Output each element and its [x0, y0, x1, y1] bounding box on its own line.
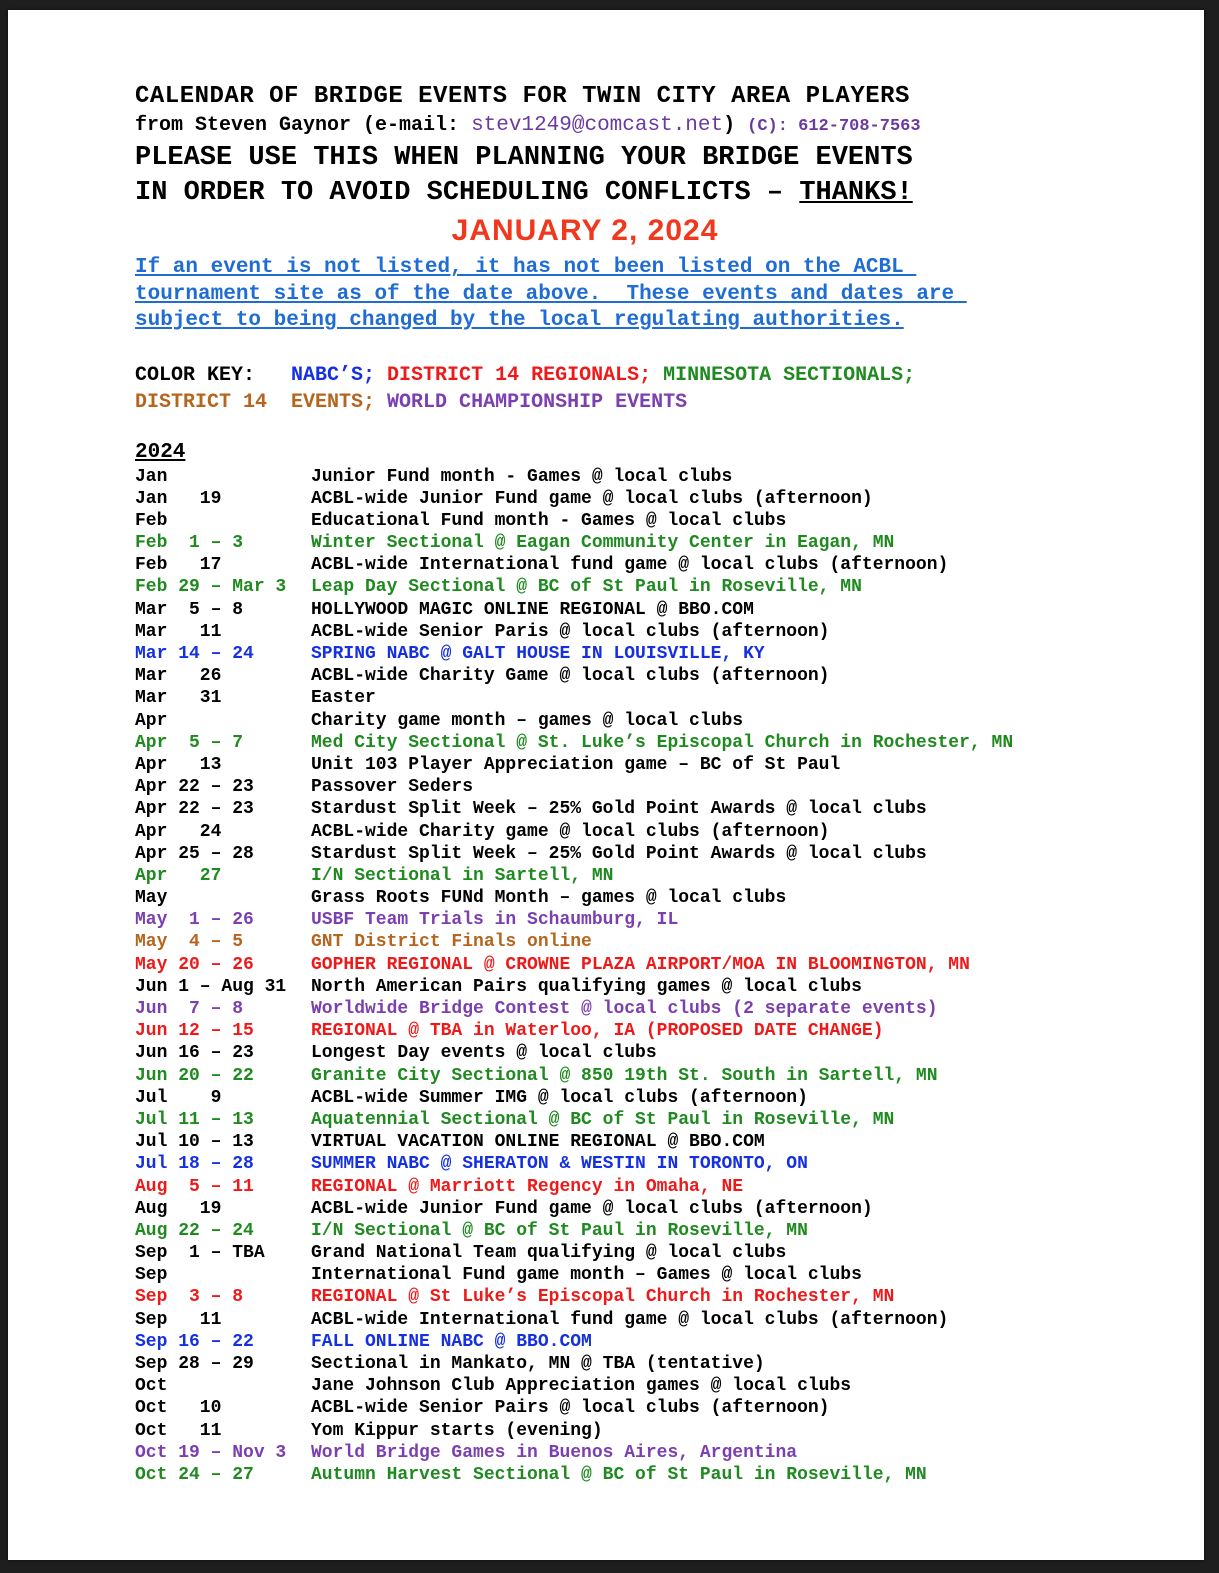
event-description: ACBL-wide Charity Game @ local clubs (afternoon): [311, 666, 830, 687]
event-description: Unit 103 Player Appreciation game – BC of St Paul: [311, 754, 841, 775]
color-key-regionals: DISTRICT 14 REGIONALS;: [375, 363, 652, 387]
event-description: Worldwide Bridge Contest @ local clubs (2 separate events): [311, 999, 938, 1019]
event-description: Sectional in Mankato, MN @ TBA (tentative): [311, 1354, 765, 1374]
event-row: [135, 776, 1125, 798]
event-date: Sep: [135, 1265, 168, 1286]
event-description: SUMMER NABC @ SHERATON & WESTIN IN TORONTO, ON: [311, 1154, 808, 1175]
color-key-sectionals: MINNESOTA SECTIONALS;: [651, 363, 916, 387]
event-description: REGIONAL @ Marriott Regency in Omaha, NE: [311, 1176, 744, 1197]
event-row: [135, 1020, 1125, 1042]
event-description: REGIONAL @ TBA in Waterloo, IA (PROPOSED DATE CHANGE): [311, 1021, 884, 1042]
event-date: Jul 18 – 28: [135, 1154, 254, 1175]
event-row: [135, 1264, 1125, 1286]
event-date: Apr 5 – 7: [135, 732, 244, 753]
event-description: ACBL-wide International fund game @ local clubs (afternoon): [311, 555, 949, 576]
event-date: Feb 17: [135, 555, 222, 576]
event-row: [135, 576, 1125, 598]
event-date: Mar 31: [135, 688, 222, 709]
color-key: [135, 362, 1125, 389]
event-date: Sep 28 – 29: [135, 1354, 254, 1374]
event-date: Jun 7 – 8: [135, 999, 244, 1019]
event-row: [135, 909, 1125, 931]
event-row: [135, 1397, 1125, 1419]
event-row: [135, 798, 1125, 820]
event-date: Aug 19: [135, 1198, 222, 1219]
event-row: [135, 843, 1125, 865]
event-description: Stardust Split Week – 25% Gold Point Awards @ local clubs: [311, 799, 927, 820]
event-description: Jane Johnson Club Appreciation games @ local clubs: [311, 1376, 852, 1397]
event-date: May 20 – 26: [135, 954, 254, 975]
event-row: [135, 665, 1125, 687]
event-row: [135, 754, 1125, 776]
event-date: Oct 11: [135, 1420, 222, 1441]
event-description: ACBL-wide Senior Paris @ local clubs (afternoon): [311, 621, 830, 642]
event-date: May 4 – 5: [135, 932, 244, 953]
event-date: Mar 14 – 24: [135, 644, 254, 664]
event-row: [135, 1375, 1125, 1397]
event-description: Passover Seders: [311, 777, 474, 798]
event-date: May 1 – 26: [135, 910, 254, 931]
event-row: [135, 1331, 1125, 1353]
event-description: ACBL-wide Junior Fund game @ local clubs (afternoon): [311, 1198, 873, 1219]
plea-line-2-text: IN ORDER TO AVOID SCHEDULING CONFLICTS –: [135, 178, 800, 208]
event-description: Med City Sectional @ St. Luke’s Episcopal Church in Rochester, MN: [311, 732, 1014, 753]
event-description: REGIONAL @ St Luke’s Episcopal Church in Rochester, MN: [311, 1287, 895, 1308]
event-date: May: [135, 888, 168, 909]
event-date: Apr 25 – 28: [135, 843, 254, 864]
document-date: JANUARY 2, 2024: [451, 214, 719, 247]
event-description: Educational Fund month - Games @ local clubs: [311, 510, 787, 531]
event-description: ACBL-wide Charity game @ local clubs (afternoon): [311, 821, 830, 842]
event-date: Jul 10 – 13: [135, 1132, 254, 1153]
event-date: Oct 10: [135, 1398, 222, 1419]
event-row: [135, 1442, 1125, 1464]
author-email-link[interactable]: stev1249@comcast.net: [471, 114, 724, 137]
color-key-district-a: DISTRICT 14: [135, 390, 292, 414]
event-description: Longest Day events @ local clubs: [311, 1043, 657, 1064]
event-date: Jul 11 – 13: [135, 1109, 254, 1130]
event-row: [135, 532, 1125, 554]
notice-line-2: tournament site as of the date above. These events and dates are: [135, 282, 967, 306]
color-key-district-b: EVENTS;: [291, 390, 376, 414]
event-row: [135, 1176, 1125, 1198]
event-date: Sep 3 – 8: [135, 1287, 244, 1308]
color-key-line-2: [135, 389, 1125, 416]
event-row: [135, 1286, 1125, 1308]
year-heading: 2024: [135, 440, 186, 464]
event-row: [135, 710, 1125, 732]
color-key-world: WORLD CHAMPIONSHIP EVENTS: [375, 390, 688, 414]
event-date: Jun 1 – Aug 31: [135, 976, 287, 997]
event-row: [135, 1242, 1125, 1264]
event-date: Jun 16 – 23: [135, 1043, 254, 1064]
author-line: [135, 111, 1125, 141]
event-date: Jan 19: [135, 488, 222, 509]
event-description: ACBL-wide Senior Pairs @ local clubs (afternoon): [311, 1398, 830, 1419]
event-description: FALL ONLINE NABC @ BBO.COM: [311, 1331, 592, 1352]
author-close-paren: ): [723, 114, 736, 137]
author-phone: (C): 612-708-7563: [747, 117, 921, 136]
event-row: [135, 1065, 1125, 1087]
event-row: [135, 643, 1125, 665]
event-row: [135, 621, 1125, 643]
event-description: Charity game month – games @ local clubs: [311, 710, 744, 731]
event-date: Feb: [135, 510, 168, 531]
event-description: ACBL-wide International fund game @ local clubs (afternoon): [311, 1309, 949, 1330]
event-description: Leap Day Sectional @ BC of St Paul in Roseville, MN: [311, 577, 862, 598]
event-description: Stardust Split Week – 25% Gold Point Awards @ local clubs: [311, 843, 927, 864]
event-description: Granite City Sectional @ 850 19th St. South in Sartell, MN: [311, 1065, 938, 1086]
event-row: [135, 887, 1125, 909]
event-date: Jun 12 – 15: [135, 1021, 254, 1042]
event-description: Yom Kippur starts (evening): [311, 1420, 603, 1441]
event-row: [135, 1464, 1125, 1486]
notice-line-1: If an event is not listed, it has not been listed on the ACBL: [135, 256, 917, 279]
event-description: USBF Team Trials in Schaumburg, IL: [311, 910, 679, 931]
event-description: Easter: [311, 688, 376, 709]
document-content: [135, 82, 1125, 1486]
event-date: Feb 29 – Mar 3: [135, 577, 287, 598]
event-date: Apr 22 – 23: [135, 777, 254, 798]
event-row: [135, 510, 1125, 532]
event-row: [135, 1309, 1125, 1331]
event-date: Oct 19 – Nov 3: [135, 1442, 287, 1463]
color-key-nabc: NABC’S;: [291, 363, 376, 387]
author-prefix: from Steven Gaynor (e-mail:: [135, 114, 472, 137]
event-date: Aug 22 – 24: [135, 1220, 254, 1241]
document-title: CALENDAR OF BRIDGE EVENTS FOR TWIN CITY AREA PLAYERS: [135, 83, 910, 110]
event-description: ACBL-wide Junior Fund game @ local clubs (afternoon): [311, 488, 873, 509]
event-description: VIRTUAL VACATION ONLINE REGIONAL @ BBO.COM: [311, 1132, 765, 1153]
color-key-label: COLOR KEY:: [135, 363, 292, 387]
event-description: SPRING NABC @ GALT HOUSE IN LOUISVILLE, KY: [311, 644, 765, 664]
event-date: Jun 20 – 22: [135, 1065, 254, 1086]
event-date: Jan: [135, 466, 168, 487]
event-row: [135, 488, 1125, 510]
event-row: [135, 1198, 1125, 1220]
event-date: Oct: [135, 1376, 168, 1397]
event-row: [135, 732, 1125, 754]
event-row: [135, 976, 1125, 998]
event-row: [135, 554, 1125, 576]
event-row: [135, 687, 1125, 709]
event-date: Mar 5 – 8: [135, 599, 244, 620]
event-date: Aug 5 – 11: [135, 1176, 254, 1197]
event-date: Feb 1 – 3: [135, 533, 244, 554]
event-date: Apr 13: [135, 754, 222, 775]
event-row: [135, 466, 1125, 488]
document-page: [8, 10, 1204, 1560]
event-row: [135, 1131, 1125, 1153]
event-date: Apr 22 – 23: [135, 799, 254, 820]
event-description: World Bridge Games in Buenos Aires, Argentina: [311, 1442, 798, 1463]
thanks-text: THANKS!: [799, 178, 913, 208]
event-row: [135, 1087, 1125, 1109]
event-description: Junior Fund month - Games @ local clubs: [311, 466, 733, 487]
event-date: Oct 24 – 27: [135, 1464, 254, 1485]
event-description: Winter Sectional @ Eagan Community Center in Eagan, MN: [311, 533, 895, 554]
event-description: GNT District Finals online: [311, 932, 592, 953]
notice-line-3: subject to being changed by the local regulating authorities.: [135, 309, 904, 332]
events-list: [135, 466, 1125, 1487]
event-date: Sep 16 – 22: [135, 1331, 254, 1352]
event-date: Mar 26: [135, 666, 222, 687]
event-description: ACBL-wide Summer IMG @ local clubs (afternoon): [311, 1087, 808, 1108]
event-row: [135, 865, 1125, 887]
event-date: Apr 24: [135, 821, 222, 842]
event-description: Aquatennial Sectional @ BC of St Paul in Roseville, MN: [311, 1109, 895, 1130]
event-date: Mar 11: [135, 621, 222, 642]
event-date: Apr: [135, 710, 168, 731]
event-date: Sep 1 – TBA: [135, 1243, 265, 1264]
event-row: [135, 1153, 1125, 1175]
event-description: Autumn Harvest Sectional @ BC of St Paul in Roseville, MN: [311, 1464, 927, 1485]
event-description: International Fund game month – Games @ local clubs: [311, 1265, 862, 1286]
plea-line-1: PLEASE USE THIS WHEN PLANNING YOUR BRIDGE EVENTS: [135, 143, 913, 173]
event-row: [135, 1042, 1125, 1064]
event-row: [135, 931, 1125, 953]
event-date: Sep 11: [135, 1309, 222, 1330]
event-date: Jul 9: [135, 1087, 222, 1108]
event-description: North American Pairs qualifying games @ local clubs: [311, 976, 862, 997]
event-description: Grand National Team qualifying @ local clubs: [311, 1243, 787, 1264]
event-description: HOLLYWOOD MAGIC ONLINE REGIONAL @ BBO.COM: [311, 599, 754, 620]
event-row: [135, 1109, 1125, 1131]
event-description: GOPHER REGIONAL @ CROWNE PLAZA AIRPORT/MOA IN BLOOMINGTON, MN: [311, 954, 970, 975]
event-date: Apr 27: [135, 865, 222, 886]
event-row: [135, 599, 1125, 621]
event-row: [135, 1220, 1125, 1242]
event-row: [135, 1353, 1125, 1375]
event-description: I/N Sectional in Sartell, MN: [311, 865, 614, 886]
event-row: [135, 998, 1125, 1020]
event-row: [135, 1420, 1125, 1442]
event-description: I/N Sectional @ BC of St Paul in Roseville, MN: [311, 1220, 808, 1241]
event-row: [135, 954, 1125, 976]
plea-line-2: [135, 176, 1125, 211]
event-row: [135, 821, 1125, 843]
event-description: Grass Roots FUNd Month – games @ local clubs: [311, 888, 787, 909]
